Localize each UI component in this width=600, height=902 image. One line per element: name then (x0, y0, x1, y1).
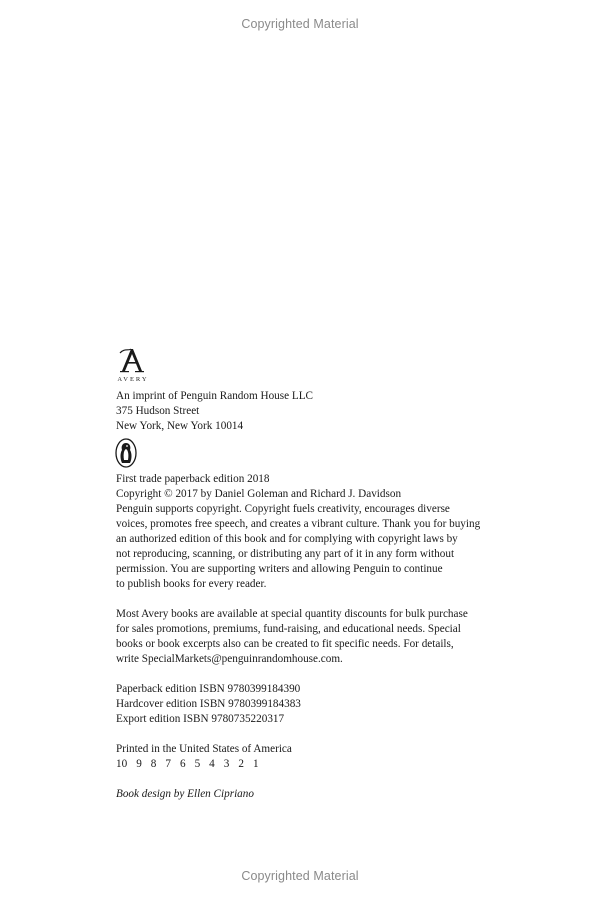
imprint-address (116, 389, 313, 434)
copyright-block (116, 472, 480, 592)
printed-in-line: Printed in the United States of America (116, 743, 292, 755)
avery-logo-text: AVERY (117, 376, 149, 383)
imprint-line: New York, New York 10014 (116, 420, 244, 432)
printing-number: 6 (179, 758, 186, 770)
isbn-line: Hardcover edition ISBN 9780399184383 (116, 698, 301, 710)
special-sales-line: Most Avery books are available at special quantity discounts for bulk purchase (116, 608, 468, 620)
special-sales-line: for sales promotions, premiums, fund-raising, and educational needs. Special (116, 623, 461, 635)
watermark-top: Copyrighted Material (241, 17, 359, 31)
copyright-line: First trade paperback edition 2018 (116, 473, 270, 485)
copyright-line: Copyright © 2017 by Daniel Goleman and Richard J. Davidson (116, 488, 402, 500)
copyright-line: voices, promotes free speech, and creates a vibrant culture. Thank you for buying (116, 518, 481, 530)
copyright-line: not reproducing, scanning, or distributing any part of it in any form without (116, 548, 455, 560)
printing-number: 7 (165, 758, 171, 770)
copyright-line: an authorized edition of this book and for complying with copyright laws by (116, 533, 458, 545)
copyright-line: permission. You are supporting writers and allowing Penguin to continue (116, 563, 443, 575)
isbn-line: Paperback edition ISBN 9780399184390 (116, 683, 301, 695)
copyright-line: Penguin supports copyright. Copyright fuels creativity, encourages diverse (116, 503, 450, 515)
printing-number-line (116, 757, 292, 772)
copyright-line: to publish books for every reader. (116, 578, 267, 590)
printing-number: 3 (223, 758, 230, 770)
printing-number: 1 (252, 758, 259, 770)
penguin-logo (115, 438, 137, 468)
isbn-block (116, 682, 301, 727)
avery-logo (116, 345, 152, 383)
printing-number: 10 (116, 758, 128, 770)
printing-number: 9 (136, 758, 142, 770)
penguin-logo-icon (115, 438, 137, 468)
avery-logo-icon (116, 345, 152, 383)
special-sales-line: books or book excerpts also can be created to fit specific needs. For details, (116, 638, 454, 650)
imprint-line: An imprint of Penguin Random House LLC (116, 390, 314, 402)
design-credit: Book design by Ellen Cipriano (116, 788, 254, 800)
printing-number: 5 (194, 758, 201, 770)
printing-block (116, 742, 292, 772)
special-sales-block (116, 607, 468, 667)
isbn-line: Export edition ISBN 9780735220317 (116, 713, 285, 725)
printing-number: 8 (150, 758, 157, 770)
imprint-line: 375 Hudson Street (116, 405, 200, 417)
watermark-bottom: Copyrighted Material (241, 869, 359, 883)
printing-number: 2 (238, 758, 244, 770)
special-sales-line: write SpecialMarkets@penguinrandomhouse.com. (116, 653, 343, 665)
printing-number: 4 (209, 758, 215, 770)
